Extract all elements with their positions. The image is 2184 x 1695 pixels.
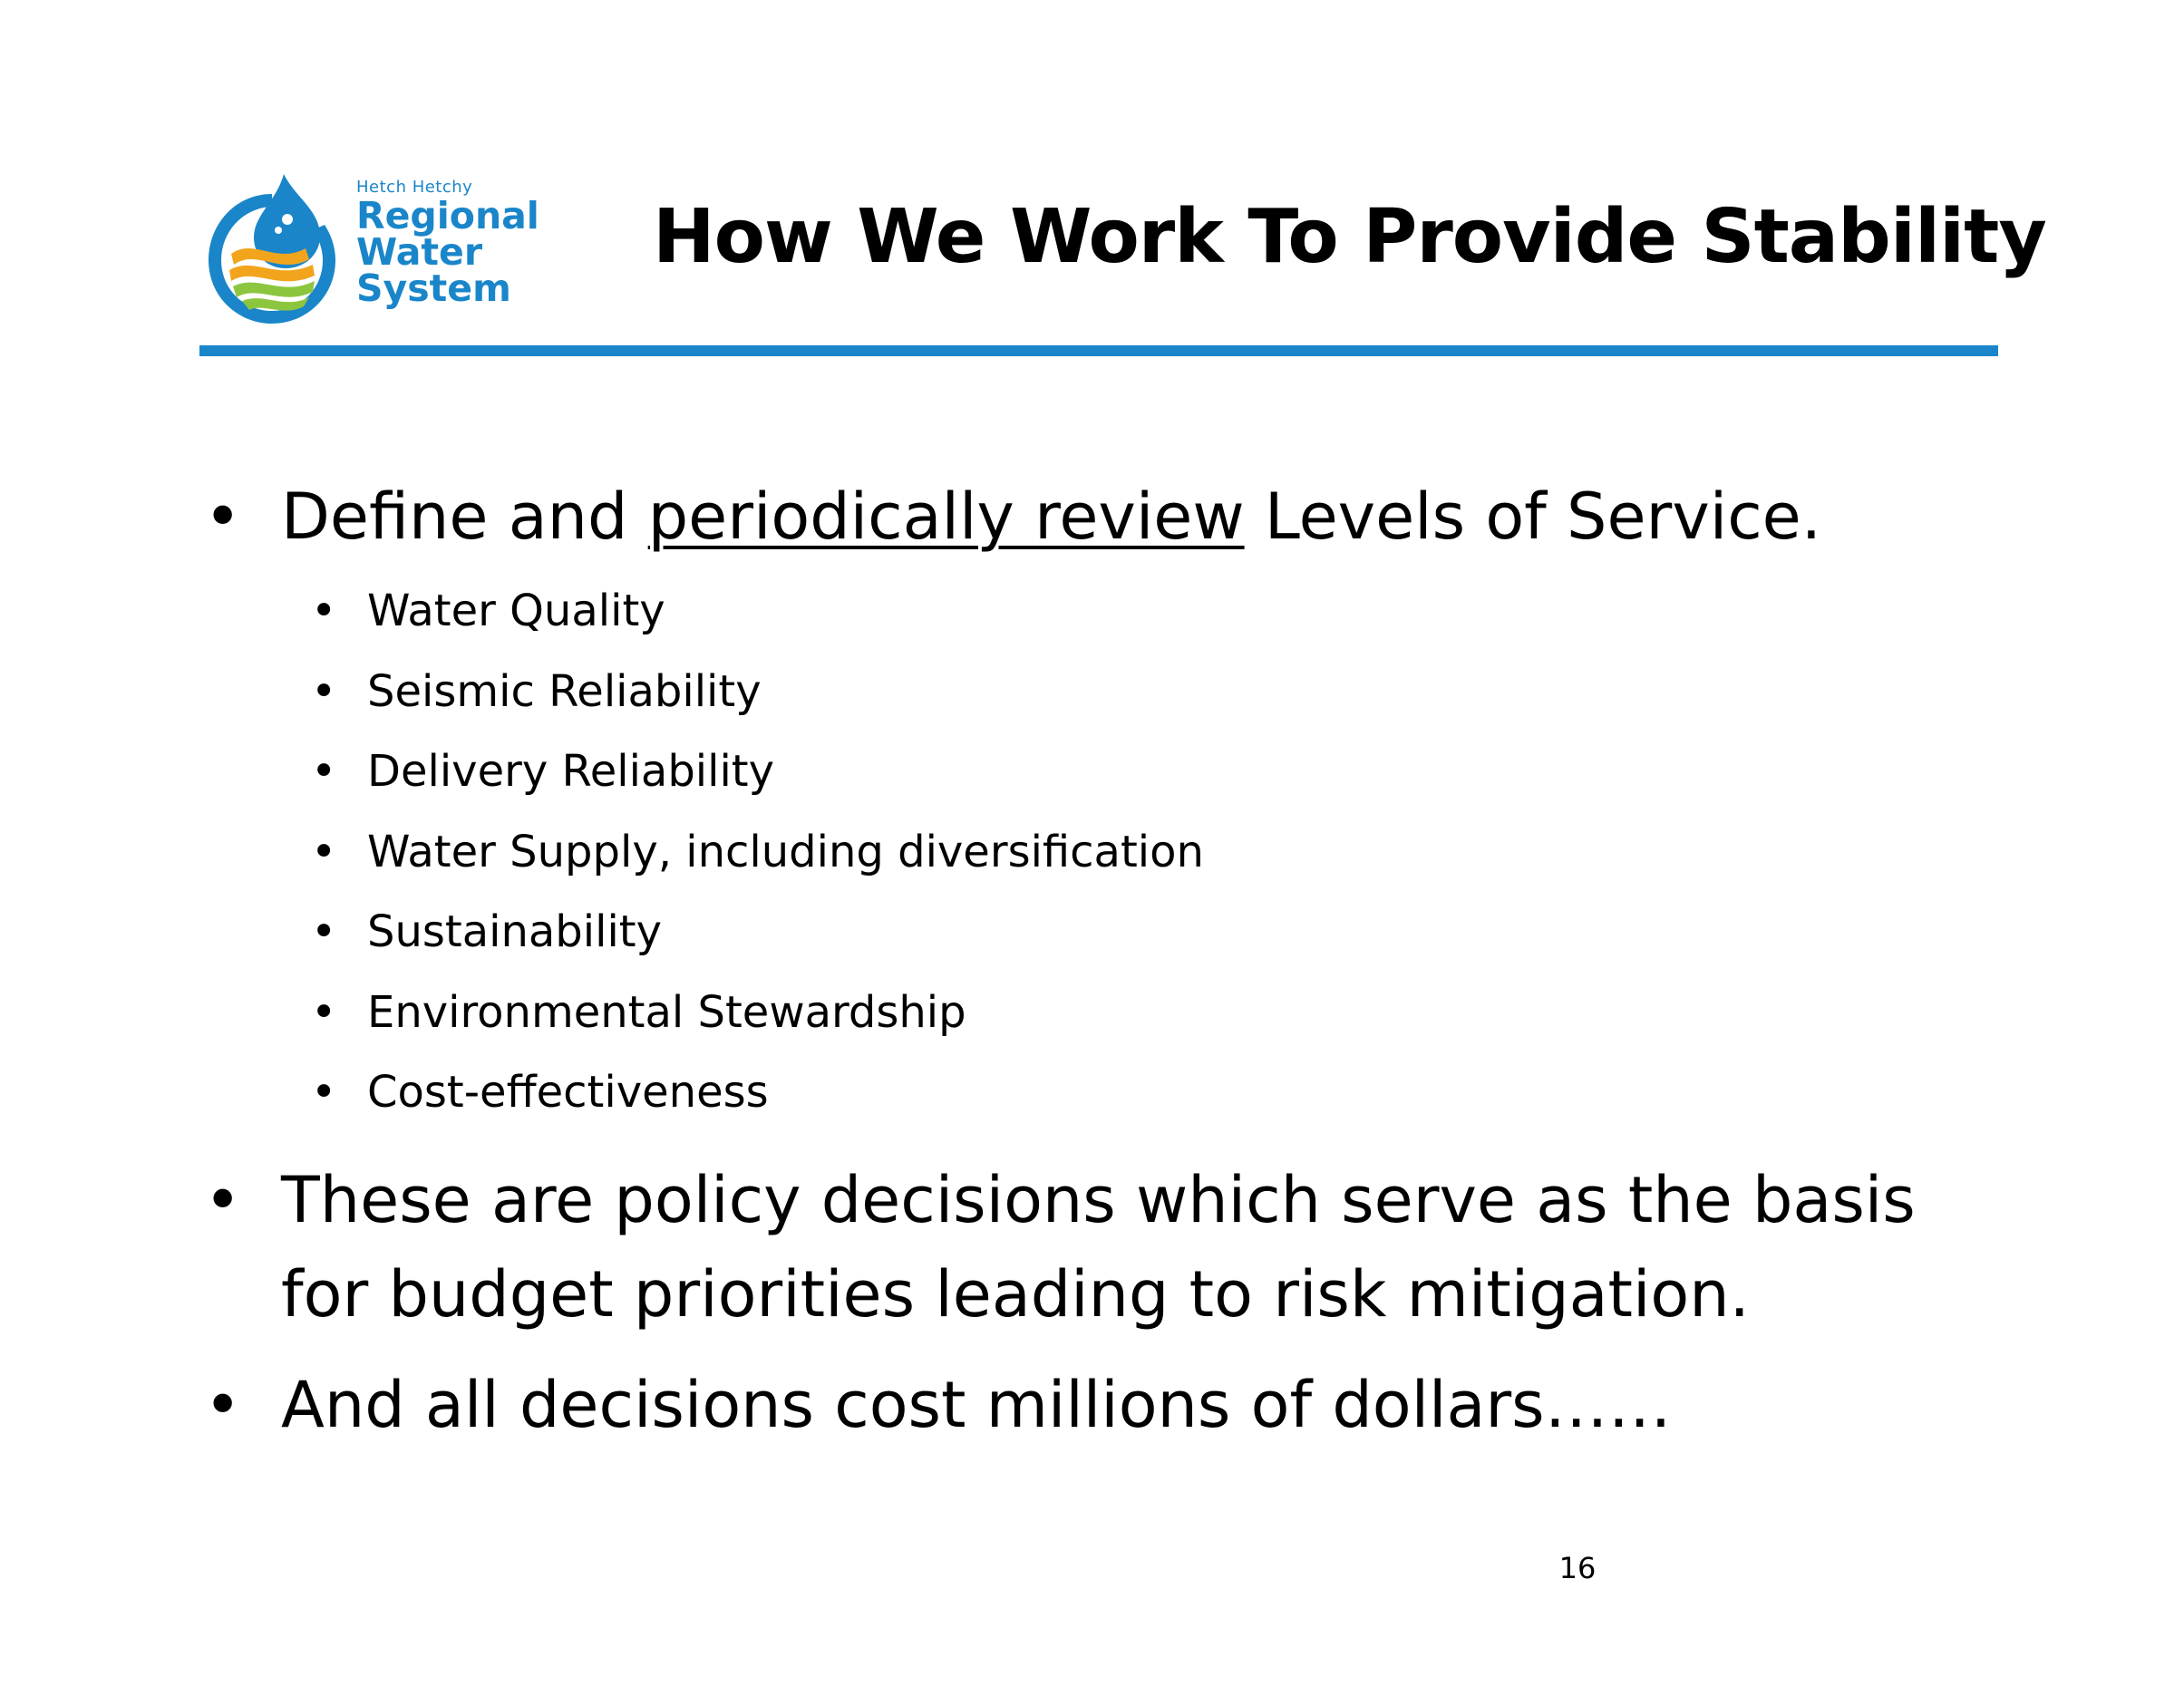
bullet-decisions-cost: • And all decisions cost millions of dollars…… <box>204 1358 2008 1452</box>
underlined-text: periodically review <box>647 479 1245 554</box>
sub-bullet-seismic-reliability: • Seismic Reliability <box>204 652 2008 732</box>
sub-bullet-list <box>204 571 2008 1133</box>
regional-water-system-logo <box>204 174 539 328</box>
title-divider <box>199 345 1998 356</box>
bullet-spacer <box>204 1341 2008 1358</box>
bullet-list <box>204 470 2008 1452</box>
sub-bullet-delivery-reliability: • Delivery Reliability <box>204 731 2008 812</box>
sub-bullet-sustainability: • Sustainability <box>204 892 2008 973</box>
logo-small-line: Hetch Hetchy <box>356 178 473 197</box>
bullet-text-before: Define and <box>281 479 648 554</box>
logo-wordmark <box>356 178 539 310</box>
logo-line-1: Regional <box>356 194 539 237</box>
sub-bullet-water-supply: • Water Supply, including diversification <box>204 812 2008 893</box>
page-number: 16 <box>1558 1551 1597 1585</box>
logo-line-3: System <box>356 266 511 310</box>
water-drop-logo-icon <box>204 174 340 326</box>
bullet-policy-decisions: • These are policy decisions which serve as the basis for budget priorities leading to risk mitigation. <box>204 1153 2008 1341</box>
logo-line-2: Water <box>356 230 483 274</box>
sub-bullet-water-quality: • Water Quality <box>204 571 2008 652</box>
bullet-text-after: Levels of Service. <box>1244 479 1822 554</box>
sub-bullet-cost-effectiveness: • Cost-effectiveness <box>204 1052 2008 1133</box>
bullet-levels-of-service <box>204 470 2008 564</box>
slide-title: How We Work To Provide Stability <box>653 194 2046 280</box>
sub-bullet-environmental-stewardship: • Environmental Stewardship <box>204 973 2008 1053</box>
